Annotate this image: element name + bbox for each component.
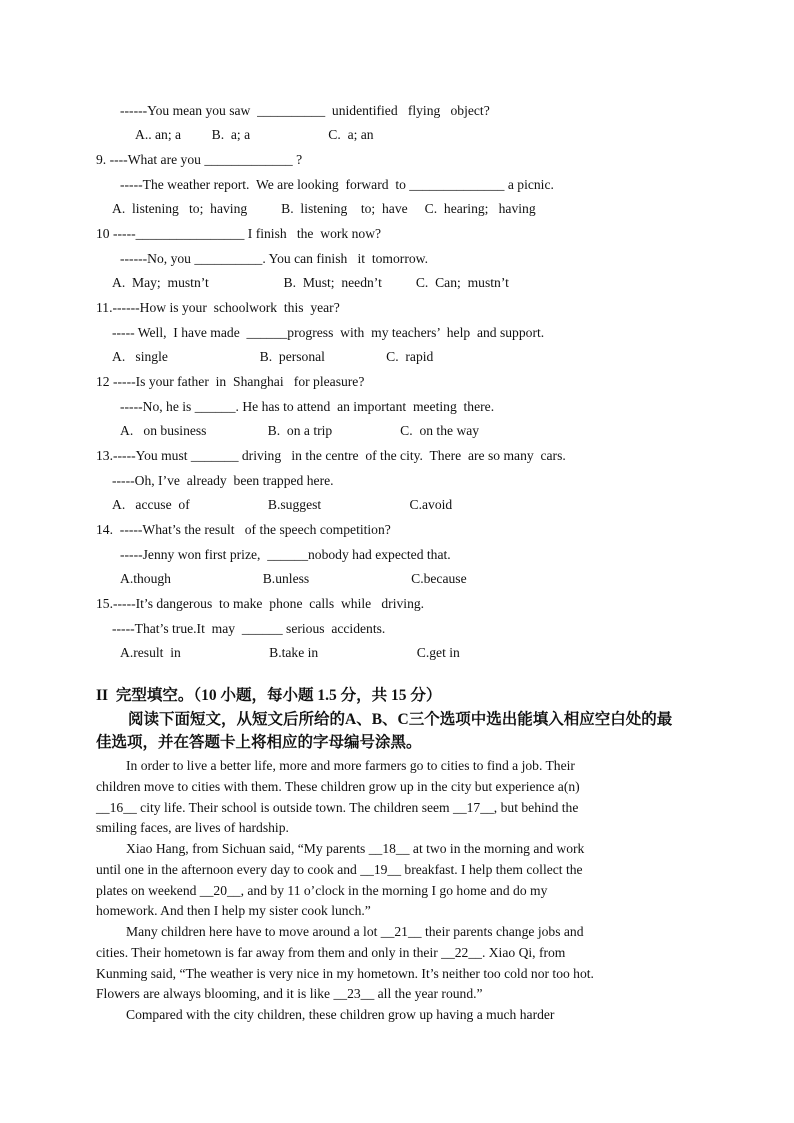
q15-options: A.result in B.take in C.get in <box>120 645 460 660</box>
section-title: II 完型填空。（10 小题，每小题 1.5 分，共 15 分） <box>96 687 442 704</box>
q14-answer: -----Jenny won first prize, ______nobody had expected that. <box>120 547 451 562</box>
passage-line: smiling faces, are lives of hardship. <box>96 820 289 836</box>
passage-line: __16__ city life. Their school is outside town. The children seem __17__, but behind the <box>96 799 579 815</box>
passage-line: children move to cities with them. These children grow up in the city but experience a(n) <box>96 778 580 794</box>
q9-options: A. listening to; having B. listening to; have C. hearing; having <box>112 201 536 216</box>
q10-answer: ------No, you __________. You can finish it tomorrow. <box>120 251 428 266</box>
q13-answer: -----Oh, I’ve already been trapped here. <box>112 473 334 488</box>
q9-answer: -----The weather report. We are looking forward to ______________ a picnic. <box>120 177 554 192</box>
q14-question: 14. -----What’s the result of the speech competition? <box>96 522 391 537</box>
q13-question: 13.-----You must _______ driving in the centre of the city. There are so many cars. <box>96 448 566 463</box>
q11-answer: ----- Well, I have made ______progress with my teachers’ help and support. <box>112 325 545 340</box>
passage-line: cities. Their hometown is far away from them and only in their __22__. Xiao Qi, from <box>96 944 566 960</box>
q14-options: A.though B.unless C.because <box>120 571 467 586</box>
passage-paragraph-4 <box>96 1005 696 1026</box>
q10-question: 10 -----________________ I finish the work now? <box>96 226 382 241</box>
q10-options: A. May; mustn’t B. Must; needn’t C. Can; mustn’t <box>112 275 509 290</box>
passage-line: Xiao Hang, from Sichuan said, “My parents __18__ at two in the morning and work <box>126 841 585 856</box>
passage-paragraph-1 <box>96 756 696 839</box>
passage-line: In order to live a better life, more and more farmers go to cities to find a job. Their <box>126 758 575 773</box>
passage-paragraph-3 <box>96 922 696 1005</box>
q12-answer: -----No, he is ______. He has to attend an important meeting there. <box>120 399 495 414</box>
passage-line: until one in the afternoon every day to cook and __19__ breakfast. I help them collect the <box>96 861 583 877</box>
passage-line: plates on weekend __20__, and by 11 o’clock in the morning I go home and do my <box>96 882 548 898</box>
passage-line: homework. And then I help my sister cook lunch.” <box>96 903 371 919</box>
section-instruction-line-1: 阅读下面短文，从短文后所给的A、B、C三个选项中选出能填入相应空白处的最 <box>128 711 673 728</box>
q15-question: 15.-----It’s dangerous to make phone calls while driving. <box>96 596 425 611</box>
passage-paragraph-2 <box>96 839 696 922</box>
passage-line: Many children here have to move around a lot __21__ their parents change jobs and <box>126 924 584 939</box>
q15-answer: -----That’s true.It may ______ serious accidents. <box>112 621 386 636</box>
q12-options: A. on business B. on a trip C. on the way <box>120 423 480 438</box>
passage-line: Kunming said, “The weather is very nice in my hometown. It’s neither too cold nor too hot. <box>96 965 594 981</box>
q13-options: A. accuse of B.suggest C.avoid <box>112 497 453 512</box>
q9-question: 9. ----What are you _____________ ? <box>96 152 303 167</box>
q11-options: A. single B. personal C. rapid <box>112 349 434 364</box>
section-instruction-line-2: 佳选项，并在答题卡上将相应的字母编号涂黑。 <box>96 734 422 751</box>
passage-line: Flowers are always blooming, and it is like __23__ all the year round.” <box>96 986 483 1002</box>
passage-line: Compared with the city children, these children grow up having a much harder <box>126 1007 555 1022</box>
q11-question: 11.------How is your schoolwork this year? <box>96 300 340 315</box>
q8-options: A.. an; a B. a; a C. a; an <box>135 127 374 142</box>
q8-dialog-line: ------You mean you saw __________ unidentified flying object? <box>120 103 490 118</box>
q12-question: 12 -----Is your father in Shanghai for pleasure? <box>96 374 365 389</box>
